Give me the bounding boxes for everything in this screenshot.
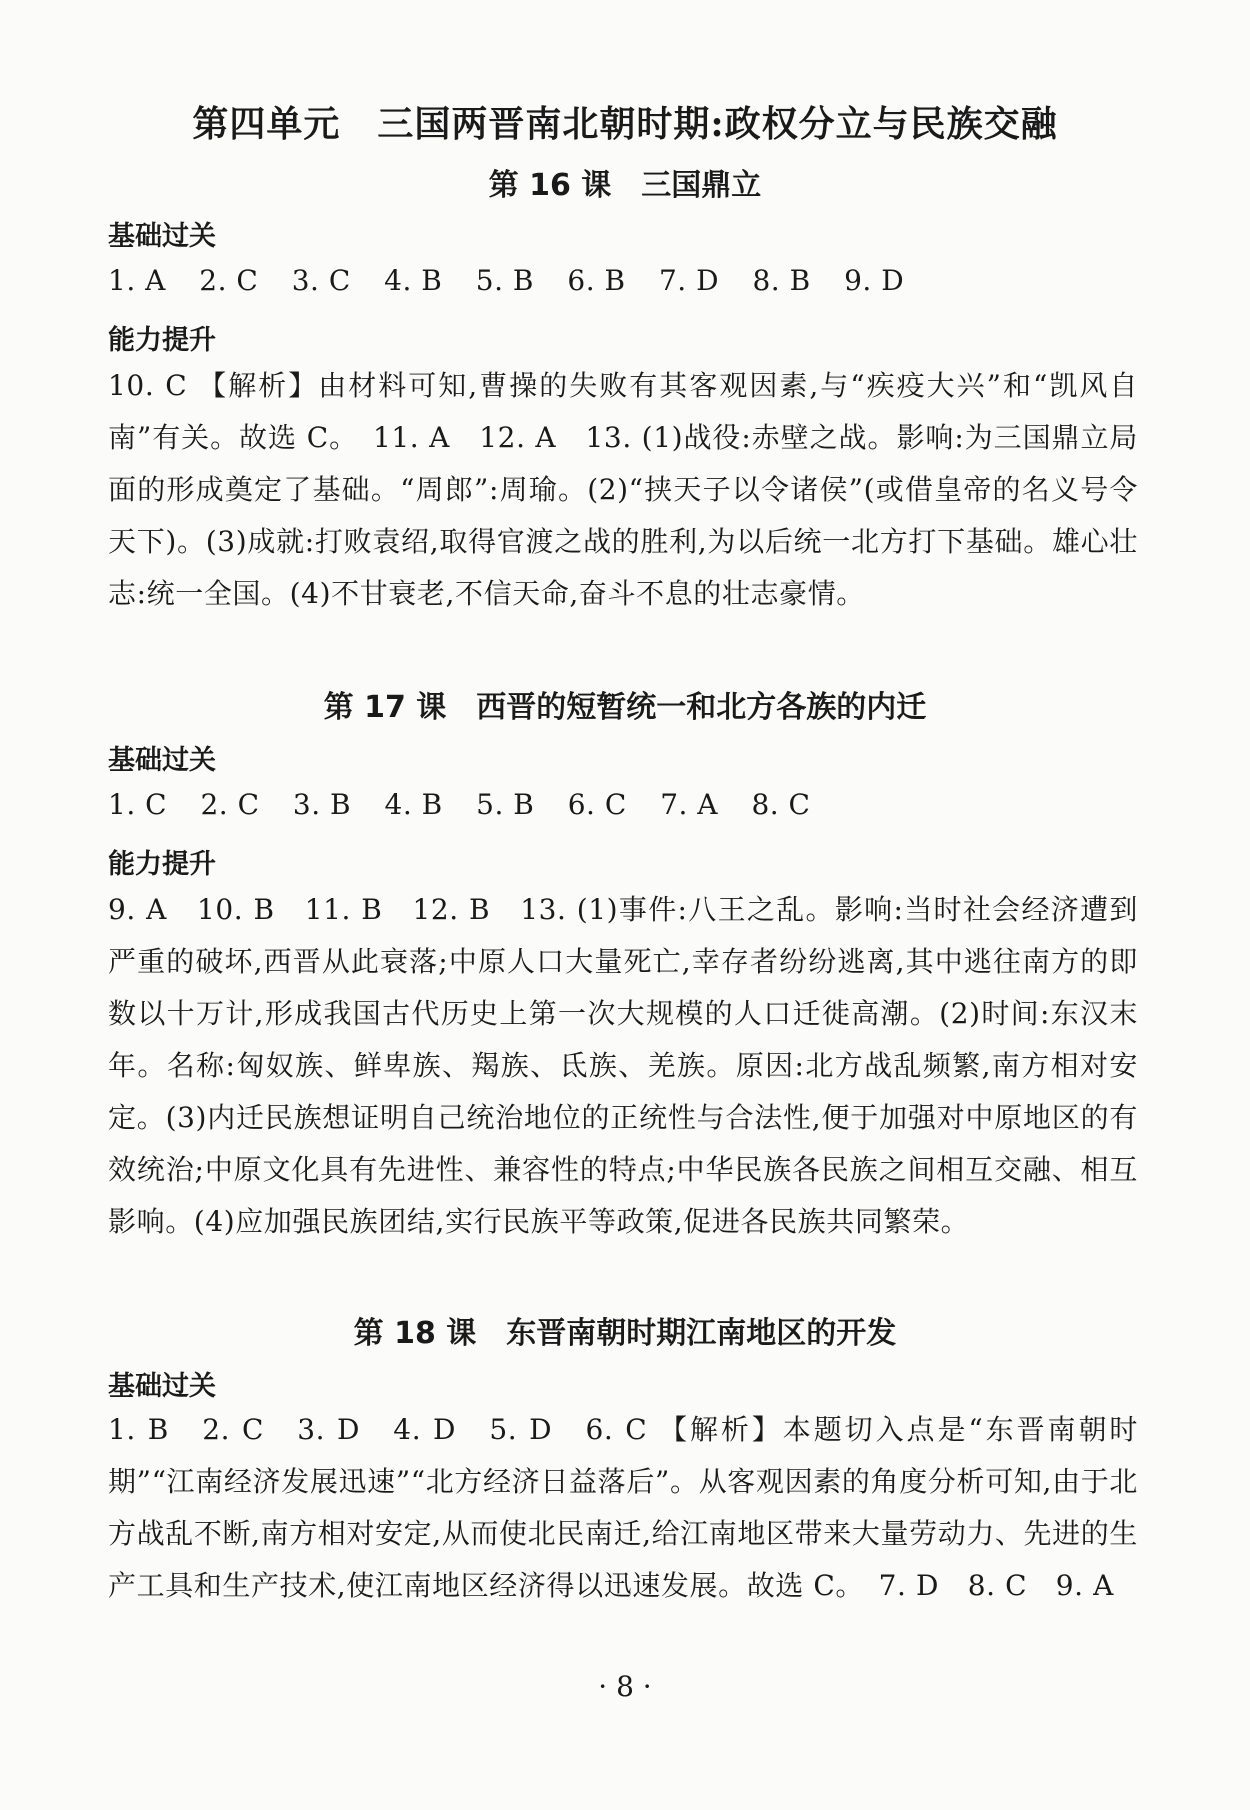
answer-item: 9. D [844,264,905,297]
answer-item: 1. A [108,264,166,297]
answer-item: 5. B [476,788,535,821]
answer-item: 6. C [567,788,627,821]
lesson-16-basic-heading: 基础过关 [108,221,216,252]
answer-item: 1. C [108,788,168,821]
answer-item: 3. C [291,264,351,297]
lesson-16-ability-heading: 能力提升 [108,325,216,356]
answer-item: 7. A [660,788,719,821]
lesson-18-basic-text: 1. B 2. C 3. D 4. D 5. D 6. C 【解析】本题切入点是“东晋南朝时期”“江南经济发展迅速”“北方经济日益落后”。从客观因素的角度分析可知,由于北方战乱不断,南方相对安定,从而使北民南迁,给江南地区带来大量劳动力、先进的生产工具和生产技术,使江南地区经济得以迅速发展。故选 C。 7. D 8. C 9. A [108,1413,1138,1602]
answer-item: 2. C [199,264,259,297]
lesson-17-ability-text: 9. A 10. B 11. B 12. B 13. (1)事件:八王之乱。影响:当时社会经济遭到严重的破坏,西晋从此衰落;中原人口大量死亡,幸存者纷纷逃离,其中逃往南方的即数以十万计,形成我国古代历史上第一次大规模的人口迁徙高潮。(2)时间:东汉末年。名称:匈奴族、鲜卑族、羯族、氐族、羌族。原因:北方战乱频繁,南方相对安定。(3)内迁民族想证明自己统治地位的正统性与合法性,便于加强对中原地区的有效统治;中原文化具有先进性、兼容性的特点;中华民族各民族之间相互交融、相互影响。(4)应加强民族团结,实行民族平等政策,促进各民族共同繁荣。 [108,893,1138,1238]
lesson-18-title: 第 18 课 东晋南朝时期江南地区的开发 [353,1316,897,1351]
answer-item: 6. B [567,264,626,297]
unit-title: 第四单元 三国两晋南北朝时期:政权分立与民族交融 [192,103,1058,145]
answer-item: 4. B [384,264,443,297]
lesson-17-ability-heading: 能力提升 [108,849,216,880]
lesson-18-basic-heading: 基础过关 [108,1371,216,1402]
lesson-16-ability-text: 10. C 【解析】由材料可知,曹操的失败有其客观因素,与“疾疫大兴”和“凯风自南”有关。故选 C。 11. A 12. A 13. (1)战役:赤壁之战。影响:为三国鼎立局面的形成奠定了基础。“周郎”:周瑜。(2)“挟天子以令诸侯”(或借皇帝的名义号令天下)。(3)成就:打败袁绍,取得官渡之战的胜利,为以后统一北方打下基础。雄心壮志:统一全国。(4)不甘衰老,不信天命,奋斗不息的壮志豪情。 [108,369,1138,610]
lesson-16-title: 第 16 课 三国鼎立 [488,168,762,203]
answer-item: 8. B [752,264,811,297]
lesson-17-title: 第 17 课 西晋的短暂统一和北方各族的内迁 [323,690,927,725]
answer-item: 8. C [751,788,811,821]
answer-item: 4. B [384,788,443,821]
lesson-16-basic-answers [108,264,928,297]
answer-item: 7. D [658,264,720,297]
page-number: · 8 · [598,1670,652,1703]
answer-item: 2. C [200,788,260,821]
lesson-17-basic-heading: 基础过关 [108,745,216,776]
lesson-17-basic-answers [108,788,834,821]
answer-item: 3. B [292,788,352,821]
answer-item: 5. B [475,264,534,297]
